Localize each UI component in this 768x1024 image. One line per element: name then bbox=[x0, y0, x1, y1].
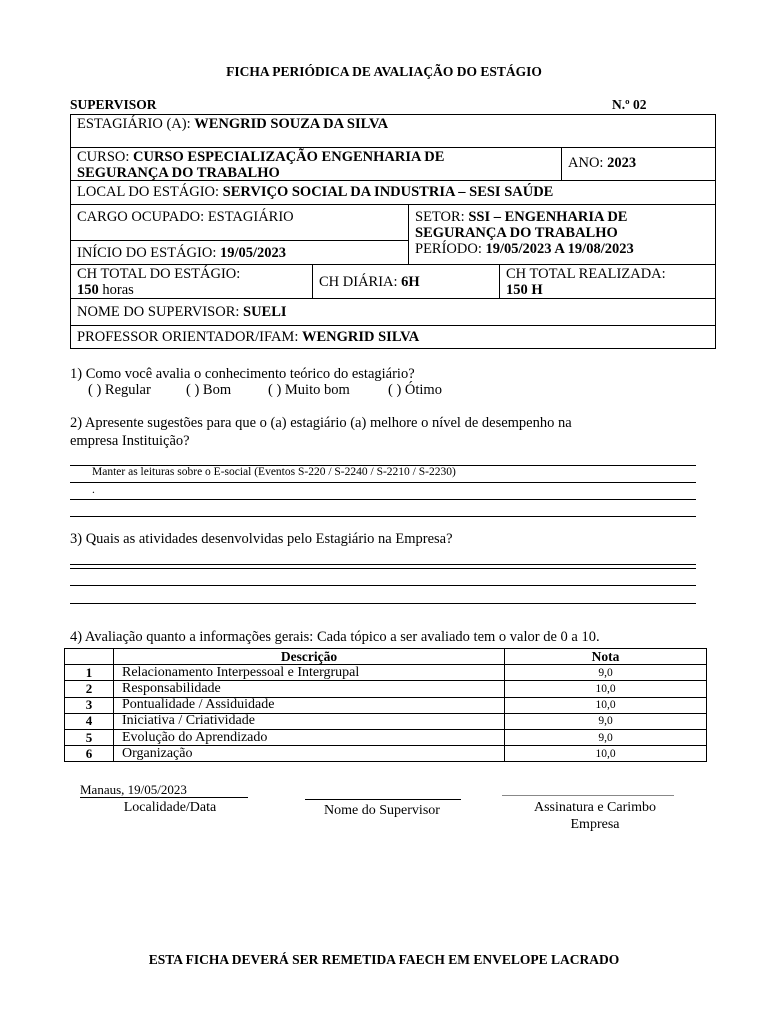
question-1: 1) Como você avalia o conhecimento teórico do estagiário? bbox=[70, 366, 415, 382]
setor-value-line2: SEGURANÇA DO TRABALHO bbox=[415, 225, 618, 241]
form-number: N.º 02 bbox=[612, 97, 647, 112]
col-nota-header: Nota bbox=[505, 649, 707, 665]
ch-total-unit: horas bbox=[102, 282, 134, 298]
ch-realizada-value: 150 H bbox=[506, 282, 543, 298]
evaluation-table bbox=[64, 648, 707, 762]
ano-value: 2023 bbox=[607, 155, 637, 171]
nome-supervisor-label: NOME DO SUPERVISOR: bbox=[77, 304, 240, 320]
ch-diaria-cell bbox=[313, 265, 499, 298]
local-row bbox=[71, 181, 715, 204]
row-nota[interactable]: 9,0 bbox=[505, 713, 707, 729]
table-row bbox=[65, 665, 707, 681]
nome-supervisor-row bbox=[71, 299, 715, 325]
empresa-signature-label-1: Assinatura e Carimbo bbox=[533, 800, 657, 815]
question-2-line2: empresa Instituição? bbox=[70, 433, 190, 449]
table-row bbox=[65, 746, 707, 762]
row-nota[interactable]: 10,0 bbox=[505, 697, 707, 713]
question-3: 3) Quais as atividades desenvolvidas pelo Estagiário na Empresa? bbox=[70, 531, 453, 547]
q1-option-bom[interactable]: ( ) Bom bbox=[186, 382, 232, 398]
row-number: 5 bbox=[65, 729, 114, 745]
setor-label: SETOR: bbox=[415, 209, 465, 225]
row-description: Evolução do Aprendizado bbox=[114, 729, 505, 745]
ano-label: ANO: bbox=[568, 155, 604, 171]
periodo-cell bbox=[409, 240, 715, 264]
ch-diaria-value: 6H bbox=[401, 274, 420, 290]
local-data-label: Localidade/Data bbox=[123, 800, 217, 815]
ch-total-cell bbox=[71, 265, 312, 298]
row-number: 2 bbox=[65, 681, 114, 697]
curso-value-line2: SEGURANÇA DO TRABALHO bbox=[77, 165, 280, 181]
row-description: Organização bbox=[114, 746, 505, 762]
local-label: LOCAL DO ESTÁGIO: bbox=[77, 184, 220, 200]
row-number: 3 bbox=[65, 697, 114, 713]
row-description: Pontualidade / Assiduidade bbox=[114, 697, 505, 713]
table-row bbox=[65, 681, 707, 697]
row-number: 6 bbox=[65, 746, 114, 762]
ano-cell bbox=[562, 148, 715, 180]
periodo-value: 19/05/2023 A 19/08/2023 bbox=[485, 241, 634, 257]
curso-cell bbox=[71, 148, 561, 180]
setor-value-line1: SSI – ENGENHARIA DE bbox=[468, 209, 628, 225]
row-description: Relacionamento Interpessoal e Intergrupal bbox=[114, 665, 505, 681]
question-2-line1: 2) Apresente sugestões para que o (a) estagiário (a) melhore o nível de desempenho na bbox=[70, 415, 572, 431]
ch-total-label: CH TOTAL DO ESTÁGIO: bbox=[77, 266, 241, 282]
info-box bbox=[70, 114, 716, 349]
curso-value-line1: CURSO ESPECIALIZAÇÃO ENGENHARIA DE bbox=[133, 149, 445, 165]
estagiario-label: ESTAGIÁRIO (A): bbox=[77, 116, 191, 132]
setor-cell bbox=[409, 205, 715, 239]
inicio-value: 19/05/2023 bbox=[219, 245, 287, 261]
row-number: 4 bbox=[65, 713, 114, 729]
ch-realizada-label: CH TOTAL REALIZADA: bbox=[506, 266, 666, 282]
row-description: Iniciativa / Criatividade bbox=[114, 713, 505, 729]
cargo-value: ESTAGIÁRIO bbox=[207, 209, 294, 225]
table-header-row bbox=[65, 649, 707, 665]
inicio-label: INÍCIO DO ESTÁGIO: bbox=[77, 245, 217, 261]
nome-supervisor-value: SUELI bbox=[243, 304, 287, 320]
professor-row bbox=[71, 326, 715, 348]
table-row bbox=[65, 729, 707, 745]
empresa-signature-label-2: Empresa bbox=[570, 817, 620, 832]
col-descricao-header: Descrição bbox=[114, 649, 505, 665]
row-nota[interactable]: 9,0 bbox=[505, 729, 707, 745]
row-nota[interactable]: 10,0 bbox=[505, 681, 707, 697]
question-4: 4) Avaliação quanto a informações gerais: Cada tópico a ser avaliado tem o valor de 0 a 10. bbox=[70, 629, 600, 645]
footer-notice: ESTA FICHA DEVERÁ SER REMETIDA FAECH EM ENVELOPE LACRADO bbox=[148, 952, 620, 967]
local-data-value: Manaus, 19/05/2023 bbox=[80, 782, 187, 797]
row-number: 1 bbox=[65, 665, 114, 681]
supervisor-heading: SUPERVISOR bbox=[70, 97, 157, 112]
row-description: Responsabilidade bbox=[114, 681, 505, 697]
professor-value: WENGRID SILVA bbox=[301, 329, 420, 345]
q1-option-muito-bom[interactable]: ( ) Muito bom bbox=[268, 382, 350, 398]
col-number-header bbox=[65, 649, 114, 665]
cargo-cell bbox=[71, 205, 408, 240]
q1-option-regular[interactable]: ( ) Regular bbox=[88, 382, 151, 398]
periodo-label: PERÍODO: bbox=[415, 241, 482, 257]
ch-diaria-label: CH DIÁRIA: bbox=[319, 274, 398, 290]
q1-option-otimo[interactable]: ( ) Ótimo bbox=[388, 382, 442, 398]
supervisor-signature-label: Nome do Supervisor bbox=[324, 803, 440, 818]
professor-label: PROFESSOR ORIENTADOR/IFAM: bbox=[77, 329, 299, 345]
ch-realizada-cell bbox=[500, 265, 715, 298]
curso-label: CURSO: bbox=[77, 149, 130, 165]
local-value: SERVIÇO SOCIAL DA INDUSTRIA – SESI SAÚDE bbox=[222, 184, 554, 200]
q2-answer: Manter as leituras sobre o E-social (Eventos S-220 / S-2240 / S-2210 / S-2230) bbox=[92, 466, 456, 478]
cargo-label: CARGO OCUPADO: bbox=[77, 209, 205, 225]
estagiario-row bbox=[71, 115, 715, 147]
page-title: FICHA PERIÓDICA DE AVALIAÇÃO DO ESTÁGIO bbox=[226, 64, 542, 79]
estagiario-value: WENGRID SOUZA DA SILVA bbox=[194, 116, 389, 132]
q2-answer-2: . bbox=[92, 484, 95, 496]
row-nota[interactable]: 10,0 bbox=[505, 746, 707, 762]
table-row bbox=[65, 713, 707, 729]
row-nota[interactable]: 9,0 bbox=[505, 665, 707, 681]
inicio-cell bbox=[71, 241, 408, 264]
ch-total-value: 150 bbox=[77, 282, 99, 298]
table-row bbox=[65, 697, 707, 713]
